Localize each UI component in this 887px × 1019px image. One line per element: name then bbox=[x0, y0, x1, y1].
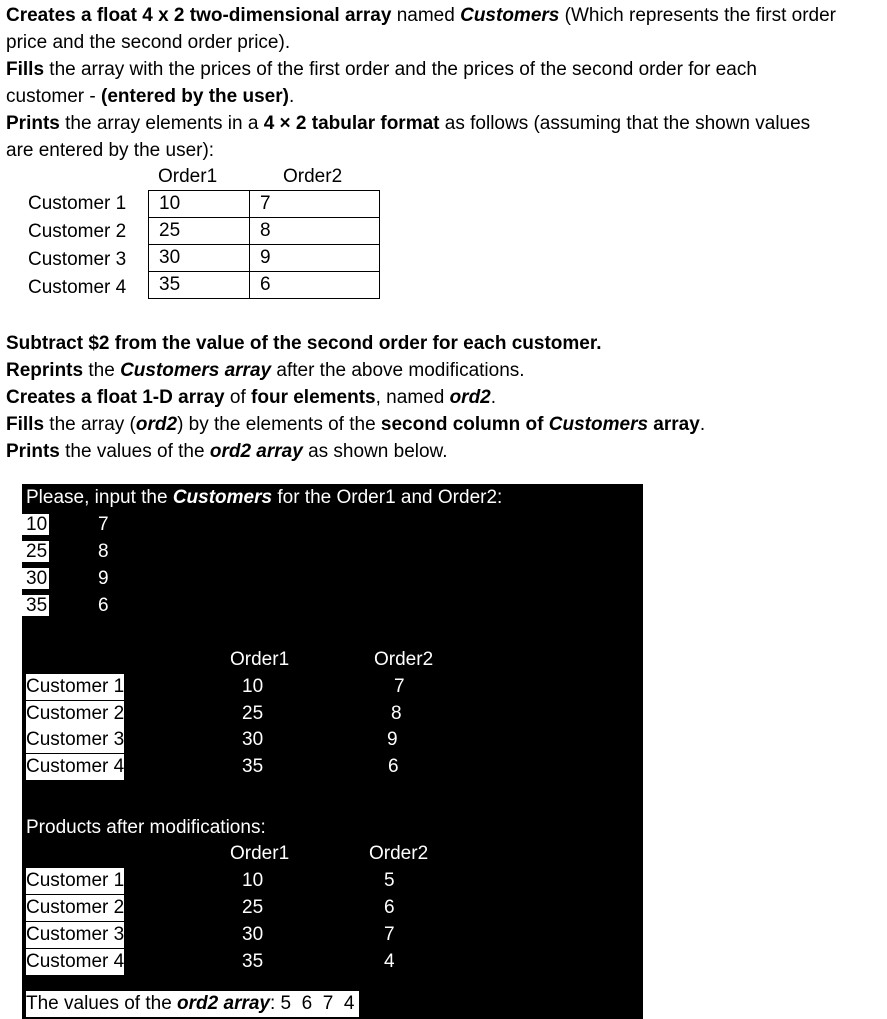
input-value: 6 bbox=[98, 595, 109, 616]
step-line-3 bbox=[6, 384, 876, 411]
console-value: 35 bbox=[242, 756, 264, 777]
console-customer-label: Customer 1 bbox=[26, 674, 124, 700]
table-cell: 7 bbox=[250, 191, 380, 218]
table-cell: 8 bbox=[250, 218, 380, 245]
console-input-line bbox=[22, 512, 109, 538]
input-value: 8 bbox=[98, 541, 109, 562]
text-bold: 4 × 2 tabular format bbox=[263, 113, 440, 134]
sample-table bbox=[148, 190, 380, 299]
sample-header-order2: Order2 bbox=[283, 166, 343, 187]
table-cell: 6 bbox=[250, 272, 380, 299]
console-value: 10 bbox=[242, 676, 264, 697]
step-line-5 bbox=[6, 438, 876, 465]
console-final-line bbox=[26, 991, 359, 1017]
text-bold: Creates a bbox=[6, 387, 97, 408]
text-bold: Reprints bbox=[6, 360, 84, 381]
console-value: 35 bbox=[242, 951, 264, 972]
sample-row-label: Customer 1 bbox=[28, 193, 127, 214]
console-customer-label: Customer 3 bbox=[26, 922, 124, 948]
text: , named bbox=[375, 387, 450, 408]
text: as shown below. bbox=[302, 441, 448, 462]
text-bold: second column of bbox=[380, 414, 549, 435]
text-bold-italic: Customers array bbox=[120, 360, 272, 381]
text: . bbox=[490, 387, 497, 408]
console-customer-label: Customer 3 bbox=[26, 727, 124, 753]
console-header-order2: Order2 bbox=[374, 649, 434, 670]
text-bold: Prints bbox=[6, 113, 60, 134]
text: as follows (assuming that the shown values bbox=[439, 113, 811, 134]
text: . bbox=[699, 414, 706, 435]
console-customer-label: Customer 2 bbox=[26, 701, 124, 727]
console-header-order1: Order1 bbox=[230, 843, 290, 864]
step-line-1 bbox=[6, 330, 876, 357]
input-value: 35 bbox=[22, 595, 49, 616]
instruction-line-3 bbox=[6, 56, 876, 83]
text: ) by the elements of the bbox=[177, 414, 381, 435]
console-output bbox=[22, 484, 643, 1019]
input-value: 30 bbox=[22, 568, 49, 589]
text-bold-italic: ord2 bbox=[449, 387, 491, 408]
text: the array with the prices of the first order and the prices of the second order for each bbox=[44, 59, 757, 80]
text: The values of the bbox=[26, 993, 178, 1014]
instruction-line-6: are entered by the user): bbox=[6, 140, 215, 161]
console-value: 5 bbox=[384, 870, 395, 891]
input-value: 25 bbox=[22, 541, 49, 562]
text-bold: four elements bbox=[251, 387, 376, 408]
text: after the above modifications. bbox=[271, 360, 525, 381]
text-bold: Subtract $2 from the value of the second order for each customer. bbox=[6, 333, 602, 354]
console-customer-label: Customer 4 bbox=[26, 949, 124, 975]
instruction-line-5 bbox=[6, 110, 876, 137]
text-bold-italic: Customers bbox=[172, 487, 273, 508]
text: customer - bbox=[6, 86, 102, 107]
text-bold-italic: ord2 array bbox=[209, 441, 303, 462]
text: of bbox=[224, 387, 252, 408]
table-row bbox=[149, 191, 380, 218]
console-value: 9 bbox=[387, 729, 398, 750]
text: the array ( bbox=[44, 414, 136, 435]
table-row bbox=[149, 218, 380, 245]
console-header-order1: Order1 bbox=[230, 649, 290, 670]
text-bold: float 4 x 2 two-dimensional array bbox=[96, 5, 392, 26]
text: the values of the bbox=[59, 441, 210, 462]
console-value: 30 bbox=[242, 729, 264, 750]
console-customer-label: Customer 4 bbox=[26, 754, 124, 780]
step-line-2 bbox=[6, 357, 876, 384]
console-customer-label: Customer 2 bbox=[26, 895, 124, 921]
table-row bbox=[149, 272, 380, 299]
console-value: 10 bbox=[242, 870, 264, 891]
text: named bbox=[391, 5, 461, 26]
text: the array elements in a bbox=[59, 113, 264, 134]
text-bold-italic: ord2 bbox=[135, 414, 178, 435]
instruction-line-4 bbox=[6, 83, 876, 110]
input-value: 7 bbox=[98, 514, 109, 535]
console-value: 8 bbox=[391, 703, 402, 724]
input-value: 9 bbox=[98, 568, 109, 589]
console-value: 25 bbox=[242, 703, 264, 724]
text-bold: Creates a bbox=[6, 5, 97, 26]
text: Please, input the bbox=[26, 487, 173, 508]
console-value: 25 bbox=[242, 897, 264, 918]
text-bold-italic: Customers bbox=[548, 414, 649, 435]
sample-header-order1: Order1 bbox=[158, 166, 218, 187]
console-value: 7 bbox=[394, 676, 405, 697]
sample-row-label: Customer 2 bbox=[28, 221, 127, 242]
console-value: 7 bbox=[384, 924, 395, 945]
instruction-line-1 bbox=[6, 2, 876, 29]
console-input-line bbox=[22, 539, 109, 565]
console-value: 6 bbox=[384, 897, 395, 918]
console-customer-label: Customer 1 bbox=[26, 868, 124, 894]
console-prompt bbox=[26, 485, 502, 511]
text-bold: Fills bbox=[6, 414, 45, 435]
table-cell: 25 bbox=[149, 218, 250, 245]
text-bold-italic: ord2 array bbox=[177, 993, 270, 1014]
step-line-4 bbox=[6, 411, 876, 438]
table-row bbox=[149, 245, 380, 272]
text-bold: (entered by the user) bbox=[101, 86, 289, 107]
text: (Which represents the first order bbox=[559, 5, 836, 26]
console-input-line bbox=[22, 566, 109, 592]
console-value: 30 bbox=[242, 924, 264, 945]
text-bold: array bbox=[648, 414, 700, 435]
text: : 5 6 7 4 bbox=[270, 993, 355, 1014]
text: . bbox=[288, 86, 295, 107]
console-value: 6 bbox=[388, 756, 399, 777]
console-header-order2: Order2 bbox=[369, 843, 429, 864]
table-cell: 9 bbox=[250, 245, 380, 272]
text-bold: Fills bbox=[6, 59, 45, 80]
instruction-line-2: price and the second order price). bbox=[6, 32, 291, 53]
table-cell: 10 bbox=[149, 191, 250, 218]
text-bold: float 1-D array bbox=[96, 387, 225, 408]
console-input-line bbox=[22, 593, 109, 619]
sample-row-label: Customer 3 bbox=[28, 249, 127, 270]
text-bold: Prints bbox=[6, 441, 60, 462]
table-cell: 30 bbox=[149, 245, 250, 272]
text: the bbox=[83, 360, 121, 381]
text: for the Order1 and Order2: bbox=[272, 487, 503, 508]
table-cell: 35 bbox=[149, 272, 250, 299]
console-value: 4 bbox=[384, 951, 395, 972]
console-mod-title: Products after modifications: bbox=[26, 817, 266, 838]
input-value: 10 bbox=[22, 514, 49, 535]
text-bold-italic: Customers bbox=[460, 5, 560, 26]
sample-row-label: Customer 4 bbox=[28, 277, 127, 298]
